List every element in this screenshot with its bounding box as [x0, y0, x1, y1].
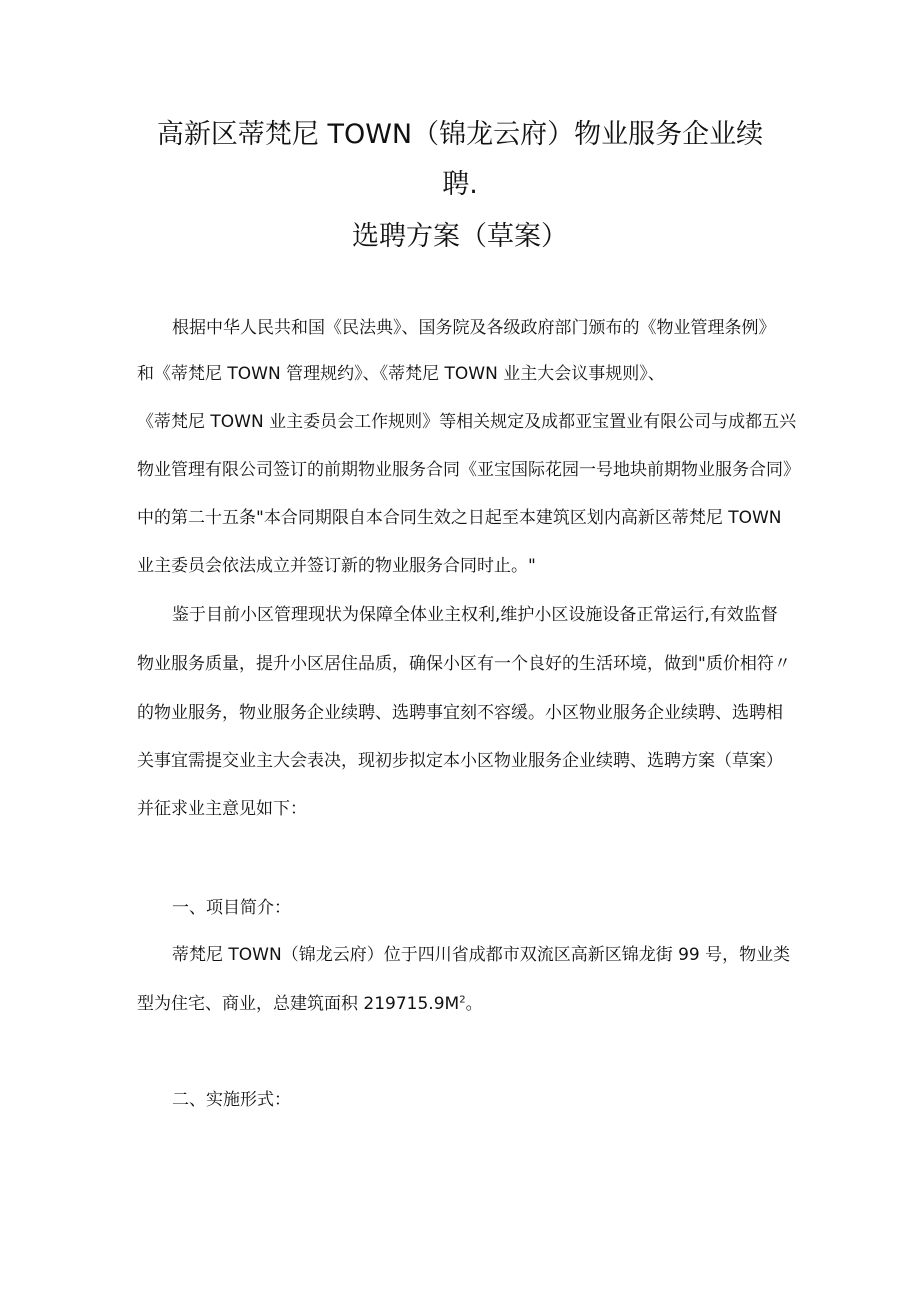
paragraph-2-line: 物业服务质量，提升小区居住品质，确保小区有一个良好的生活环境，做到"质价相符〃 [137, 654, 791, 674]
section-1-line-end: 。 [465, 994, 483, 1014]
paragraph-2-line: 的物业服务，物业服务企业续聘、选聘事宜刻不容缓。小区物业服务企业续聘、选聘相 [137, 703, 783, 723]
paragraph-2-line: 关事宜需提交业主大会表决，现初步拟定本小区物业服务企业续聘、选聘方案（草案） [137, 751, 783, 771]
document-title-line-3: 选聘方案（草案） [352, 221, 568, 252]
section-1-line [137, 992, 483, 1016]
section-2-heading: 二、实施形式： [172, 1090, 291, 1110]
section-1-line: 蒂梵尼 TOWN（锦龙云府）位于四川省成都市双流区高新区锦龙街 99 号，物业类 [172, 945, 791, 965]
section-1-heading: 一、项目简介： [172, 898, 291, 918]
superscript: 2 [459, 994, 466, 1006]
paragraph-1-line: 和《蒂梵尼 TOWN 管理规约》、《蒂梵尼 TOWN 业主大会议事规则》、 [137, 364, 665, 384]
document-title-line-2: 聘. [442, 169, 478, 200]
paragraph-1-line: 《蒂梵尼 TOWN 业主委员会工作规则》等相关规定及成都亚宝置业有限公司与成都五兴 [137, 412, 797, 432]
section-1-line-text: 型为住宅、商业，总建筑面积 219715.9M [137, 994, 460, 1014]
paragraph-1-line: 业主委员会依法成立并签订新的物业服务合同时止。" [137, 556, 536, 576]
paragraph-1-line: 根据中华人民共和国《民法典》、国务院及各级政府部门颁布的《物业管理条例》 [172, 318, 776, 338]
paragraph-1-line: 中的第二十五条"本合同期限自本合同生效之日起至本建筑区划内高新区蒂梵尼 TOWN [137, 508, 782, 528]
paragraph-1-line: 物业管理有限公司签订的前期物业服务合同《亚宝国际花园一号地块前期物业服务合同》 [137, 460, 800, 480]
document-title-line-1: 高新区蒂梵尼 TOWN（锦龙云府）物业服务企业续 [156, 119, 764, 150]
paragraph-2-line: 并征求业主意见如下： [137, 799, 307, 819]
paragraph-2-line: 鉴于目前小区管理现状为保障全体业主权利,维护小区设施设备正常运行,有效监督 [172, 605, 778, 625]
